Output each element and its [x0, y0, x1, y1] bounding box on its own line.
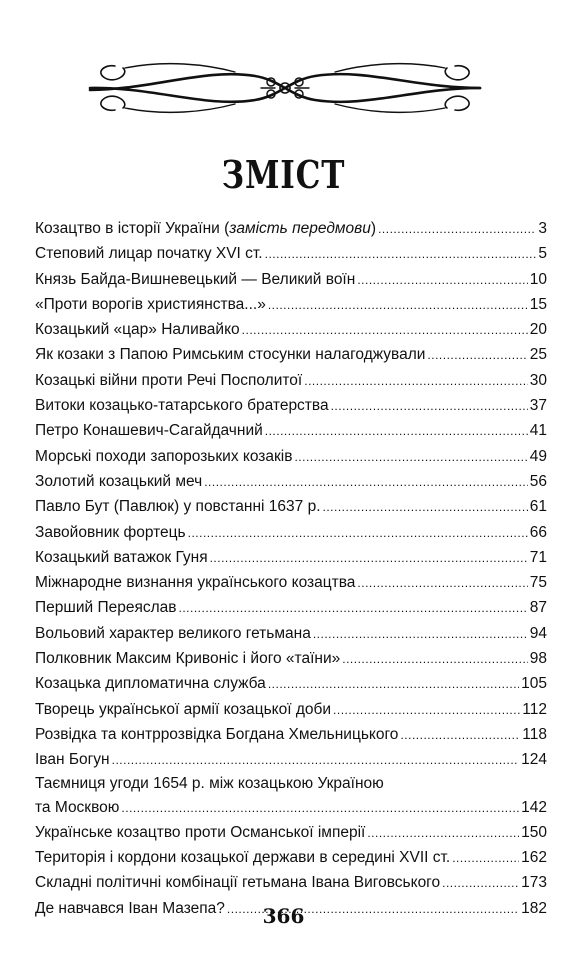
toc-entry: [35, 722, 547, 747]
toc-entry-label: Золотий козацький меч: [35, 472, 203, 490]
dot-leader: [268, 293, 528, 318]
toc-entry-page: 25: [529, 346, 547, 364]
toc-entry-page: 98: [529, 650, 547, 668]
toc-entry: [35, 747, 547, 772]
toc-entry-page: 66: [529, 523, 547, 541]
toc-entry: [35, 292, 547, 317]
toc-entry: [35, 393, 547, 418]
dot-leader: [452, 846, 519, 871]
toc-entry-page: 118: [522, 725, 547, 743]
toc-entry: [35, 241, 547, 266]
dot-leader: [268, 672, 519, 697]
toc-entry-page: 15: [529, 295, 547, 313]
dot-leader: [304, 369, 528, 394]
toc-entry-label: Завойовник фортець: [35, 523, 186, 541]
toc-entry: [35, 570, 547, 595]
dot-leader: [442, 871, 519, 896]
toc-entry-page: 94: [529, 624, 547, 642]
toc-entry-page: 105: [521, 675, 547, 693]
toc-entry: [35, 646, 547, 671]
dot-leader: [400, 723, 520, 748]
dot-leader: [178, 596, 527, 621]
toc-entry: [35, 595, 547, 620]
dot-leader: [121, 796, 519, 821]
toc-entry: [35, 870, 547, 895]
toc-entry-page: 150: [521, 823, 547, 841]
dot-leader: [204, 470, 528, 495]
toc-entry-label: Князь Байда-Вишневецький — Великий воїн: [35, 270, 356, 288]
toc-entry-label: Перший Переяслав: [35, 599, 177, 617]
toc-entry-label: та Москвою: [35, 798, 120, 816]
toc-entry-label: Петро Конашевич-Сагайдачний: [35, 422, 263, 440]
table-of-contents: [35, 216, 547, 921]
toc-entry-label: Розвідка та контррозвідка Богдана Хмельницького: [35, 725, 399, 743]
toc-entry-label: Витоки козацько-татарського братерства: [35, 397, 329, 415]
dot-leader: [112, 748, 520, 773]
dot-leader: [323, 495, 528, 520]
toc-entry-label: Вольовий характер великого гетьмана: [35, 624, 311, 642]
toc-entry-label: «Проти ворогів християнства...»: [35, 295, 266, 313]
toc-entry: [35, 267, 547, 292]
dot-leader: [342, 647, 528, 672]
toc-entry: [35, 418, 547, 443]
toc-entry-label: Павло Бут (Павлюк) у повстанні 1637 р.: [35, 498, 321, 516]
dot-leader: [265, 419, 528, 444]
toc-entry: [35, 671, 547, 696]
toc-entry-label: Складні політичні комбінації гетьмана Івана Виговського: [35, 874, 441, 892]
toc-entry-page: 124: [521, 751, 547, 769]
page-title: ЗМІСТ: [221, 152, 346, 197]
toc-entry: [35, 216, 547, 241]
toc-entry-label: Українське козацтво проти Османської імперії: [35, 823, 366, 841]
toc-entry-page: 142: [521, 798, 547, 816]
dot-leader: [313, 622, 528, 647]
toc-entry-page: 30: [529, 371, 547, 389]
dot-leader: [378, 217, 536, 242]
toc-entry-page: 87: [529, 599, 547, 617]
toc-entry: [35, 494, 547, 519]
toc-entry-label: Міжнародне визнання українського козацтва: [35, 574, 356, 592]
toc-entry-page: 37: [529, 397, 547, 415]
toc-entry-continuation: [35, 795, 547, 820]
dot-leader: [357, 268, 527, 293]
toc-entry-page: 162: [521, 849, 547, 867]
toc-entry-label: Таємниця угоди 1654 р. між козацькою Україною: [35, 774, 384, 792]
toc-entry-page: 173: [521, 874, 547, 892]
toc-entry-label: Морські походи запорозьких козаків: [35, 447, 293, 465]
toc-entry-page: 71: [529, 548, 547, 566]
dot-leader: [294, 445, 527, 470]
toc-entry-label: Козацький «цар» Наливайко: [35, 321, 240, 339]
toc-entry-page: 56: [529, 472, 547, 490]
toc-entry-page: 3: [538, 220, 547, 237]
toc-entry: [35, 697, 547, 722]
toc-entry: [35, 621, 547, 646]
dot-leader: [427, 343, 527, 368]
toc-entry-page: 41: [529, 422, 547, 440]
toc-entry: [35, 773, 547, 795]
toc-entry: [35, 469, 547, 494]
dot-leader: [188, 521, 528, 546]
page-number: 366: [262, 904, 305, 928]
dot-leader: [265, 242, 537, 267]
toc-entry-label: Територія і кордони козацької держави в середині XVII ст.: [35, 849, 451, 867]
toc-entry: [35, 317, 547, 342]
dot-leader: [357, 571, 527, 596]
toc-entry-label: Як козаки з Папою Римським стосунки налагоджували: [35, 346, 426, 364]
dot-leader: [210, 546, 528, 571]
toc-entry-page: 20: [529, 321, 547, 339]
toc-entry-label: Козацький ватажок Гуня: [35, 548, 208, 566]
toc-entry-label: Іван Богун: [35, 751, 110, 769]
toc-entry-label: Козацькі війни проти Речі Посполитої: [35, 371, 303, 389]
toc-entry: [35, 520, 547, 545]
dot-leader: [333, 698, 520, 723]
toc-entry-label: Козацтво в історії України (замість передмови): [35, 220, 377, 237]
decorative-flourish-icon: [85, 58, 485, 118]
toc-entry: [35, 820, 547, 845]
toc-entry: [35, 545, 547, 570]
toc-entry-label: Де навчався Іван Мазепа?: [35, 899, 225, 917]
toc-entry-page: 112: [522, 700, 547, 718]
dot-leader: [331, 394, 528, 419]
toc-entry-label: Козацька дипломатична служба: [35, 675, 266, 693]
toc-entry-label: Степовий лицар початку XVI ст.: [35, 245, 263, 263]
toc-entry-page: 49: [529, 447, 547, 465]
toc-entry: [35, 368, 547, 393]
toc-entry-page: 182: [521, 899, 547, 917]
toc-entry: [35, 444, 547, 469]
toc-entry-page: 5: [538, 245, 547, 263]
toc-entry-page: 10: [529, 270, 547, 288]
toc-entry: [35, 845, 547, 870]
dot-leader: [367, 821, 519, 846]
toc-entry-page: 75: [529, 574, 547, 592]
toc-entry: [35, 342, 547, 367]
toc-entry-label: Творець української армії козацької доби: [35, 700, 332, 718]
dot-leader: [242, 318, 528, 343]
toc-entry-page: 61: [529, 498, 547, 516]
toc-entry-label: Полковник Максим Кривоніс і його «таїни»: [35, 650, 341, 668]
